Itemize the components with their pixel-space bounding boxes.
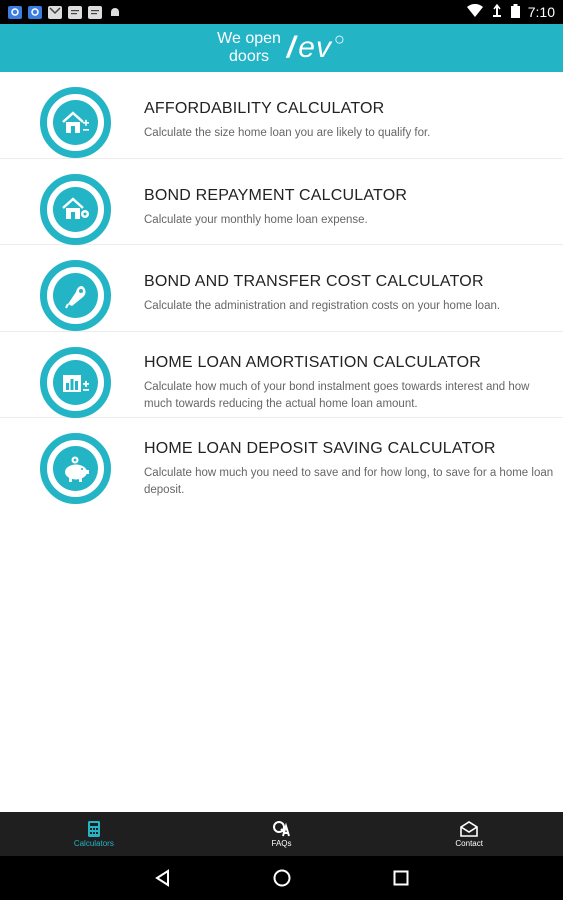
clock: 7:10 — [527, 4, 555, 20]
bottom-tab-bar — [0, 812, 563, 856]
android-icon — [108, 6, 122, 19]
signal-icon — [491, 4, 503, 21]
logo-slash-icon: / — [286, 31, 297, 64]
list-item-bond-repayment-calculator[interactable] — [0, 159, 563, 246]
qa-icon — [273, 821, 291, 837]
item-title: HOME LOAN DEPOSIT SAVING CALCULATOR — [144, 440, 496, 457]
house-coin-icon — [40, 174, 111, 245]
status-bar — [0, 0, 563, 24]
tab-label: Contact — [455, 838, 483, 848]
back-icon[interactable] — [154, 869, 172, 887]
item-title: BOND AND TRANSFER COST CALCULATOR — [144, 273, 484, 290]
tab-label: FAQs — [271, 838, 292, 848]
item-description: Calculate the administration and registration costs on your home loan. — [144, 300, 501, 312]
list-item-home-loan-deposit-saving-calculator[interactable] — [0, 418, 563, 505]
list-item-bond-transfer-cost-calculator[interactable] — [0, 245, 563, 332]
item-description: Calculate how much of your bond instalment goes towards interest and how much towards reducing the actual home loan amount. — [144, 380, 530, 410]
tab-faqs[interactable] — [188, 812, 376, 856]
item-title: AFFORDABILITY CALCULATOR — [144, 100, 385, 117]
item-description: Calculate how much you need to save and for how long, to save for a home loan deposit. — [144, 467, 554, 496]
item-description: Calculate your monthly home loan expense. — [144, 213, 368, 226]
list-item-home-loan-amortisation-calculator[interactable] — [0, 332, 563, 419]
app-notification-icon — [28, 6, 42, 19]
envelope-icon — [460, 821, 478, 837]
piggy-bank-icon — [40, 433, 111, 504]
pen-nib-icon — [40, 260, 111, 331]
wifi-icon — [467, 4, 483, 21]
brand-logo — [287, 31, 346, 65]
tab-calculators[interactable] — [0, 812, 188, 856]
bar-chart-plus-icon — [40, 347, 111, 418]
list-item-affordability-calculator[interactable] — [0, 72, 563, 159]
system-nav-bar — [0, 856, 563, 900]
message-icon — [68, 6, 82, 19]
calculator-list — [0, 72, 563, 505]
item-description: Calculate the size home loan you are likely to qualify for. — [144, 127, 431, 139]
logo-circle-icon: ○ — [333, 29, 346, 49]
recents-icon[interactable] — [392, 869, 410, 887]
calculator-icon — [88, 821, 100, 837]
item-title: BOND REPAYMENT CALCULATOR — [144, 186, 408, 204]
house-plus-minus-icon — [40, 87, 111, 158]
gmail-icon — [48, 6, 62, 19]
brand-tagline-line1: We open — [217, 30, 281, 47]
tab-label: Calculators — [73, 838, 114, 848]
brand-tagline-line2: doors — [229, 48, 270, 65]
app-header — [0, 24, 563, 72]
app-notification-icon — [8, 6, 22, 19]
item-title: HOME LOAN AMORTISATION CALCULATOR — [144, 353, 482, 371]
logo-text: ev — [298, 31, 332, 64]
brand-tagline — [217, 30, 281, 66]
battery-icon — [511, 4, 520, 21]
home-icon[interactable] — [272, 868, 292, 888]
message-icon — [88, 6, 102, 19]
tab-contact[interactable] — [375, 812, 563, 856]
